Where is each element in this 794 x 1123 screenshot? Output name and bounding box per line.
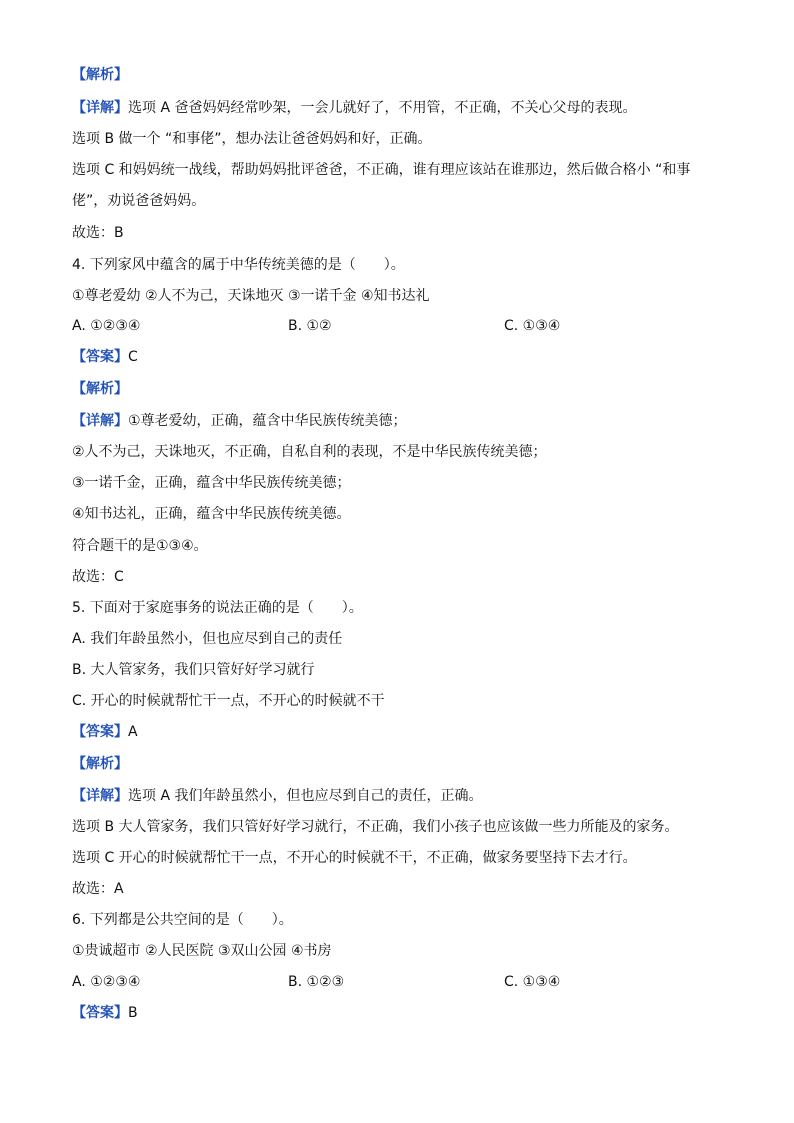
explanation-line: 选项 C 开心的时候就帮忙干一点，不开心的时候就不干，不正确，做家务要坚持下去才行。 — [72, 850, 637, 866]
option-c: C. 开心的时候就帮忙干一点，不开心的时候就不干 — [72, 693, 385, 709]
question-4-options — [72, 317, 732, 335]
question-6-items: ①贵诚超市 ②人民医院 ③双山公园 ④书房 — [72, 943, 332, 959]
option-b: B. 大人管家务，我们只管好好学习就行 — [72, 662, 315, 678]
explanation-text: ①尊老爱幼，正确，蕴含中华民族传统美德； — [128, 413, 407, 429]
explanation-line — [72, 412, 407, 430]
answer-line — [72, 1004, 138, 1022]
question-4-items: ①尊老爱幼 ②人不为己，天诛地灭 ③一诺千金 ④知书达礼 — [72, 288, 430, 304]
option-b: B. ①②③ — [288, 974, 345, 990]
explanation-tag: 【详解】 — [72, 413, 128, 429]
option-c: C. ①③④ — [504, 318, 561, 334]
explanation-line: 选项 B 大人管家务，我们只管好好学习就行，不正确，我们小孩子也应该做一些力所能及的家务。 — [72, 819, 679, 835]
option-c: C. ①③④ — [504, 974, 561, 990]
answer-line — [72, 723, 138, 741]
explanation-line: 选项 C 和妈妈统一战线，帮助妈妈批评爸爸，不正确，谁有理应该站在谁那边，然后做合格小 “和事 — [72, 162, 691, 178]
explanation-tag: 【详解】 — [72, 788, 128, 804]
conclusion-line: 故选：B — [72, 225, 124, 241]
option-a: A. 我们年龄虽然小，但也应尽到自己的责任 — [72, 631, 343, 647]
explanation-line: 佬”，劝说爸爸妈妈。 — [72, 193, 206, 209]
answer-tag: 【答案】 — [72, 724, 128, 740]
answer-line — [72, 348, 138, 366]
answer-tag: 【答案】 — [72, 1005, 128, 1021]
explanation-line: ②人不为己，天诛地灭，不正确，自私自利的表现，不是中华民族传统美德； — [72, 444, 547, 460]
answer-value: A — [128, 724, 138, 740]
question-6-options — [72, 973, 732, 991]
analysis-heading — [72, 66, 128, 84]
analysis-heading — [72, 755, 128, 773]
explanation-text: 选项 A 爸爸妈妈经常吵架，一会儿就好了，不用管，不正确，不关心父母的表现。 — [128, 100, 637, 116]
explanation-line: 符合题干的是①③④。 — [72, 538, 208, 554]
question-6-stem: 6. 下列都是公共空间的是（ ）。 — [72, 912, 293, 928]
explanation-line — [72, 787, 482, 805]
analysis-tag: 【解析】 — [72, 756, 128, 772]
answer-value: B — [128, 1005, 138, 1021]
question-4-stem: 4. 下列家风中蕴含的属于中华传统美德的是（ ）。 — [72, 257, 405, 273]
analysis-tag: 【解析】 — [72, 67, 128, 83]
explanation-line: 选项 B 做一个 “和事佬”，想办法让爸爸妈妈和好，正确。 — [72, 131, 432, 147]
explanation-tag: 【详解】 — [72, 100, 128, 116]
answer-tag: 【答案】 — [72, 349, 128, 365]
explanation-line: ③一诺千金，正确，蕴含中华民族传统美德； — [72, 475, 351, 491]
answer-value: C — [128, 349, 138, 365]
question-5-stem: 5. 下面对于家庭事务的说法正确的是（ ）。 — [72, 600, 363, 616]
explanation-line: ④知书达礼，正确，蕴含中华民族传统美德。 — [72, 506, 351, 522]
explanation-text: 选项 A 我们年龄虽然小，但也应尽到自己的责任，正确。 — [128, 788, 483, 804]
conclusion-line: 故选：A — [72, 881, 124, 897]
analysis-heading — [72, 380, 128, 398]
explanation-line — [72, 99, 636, 117]
analysis-tag: 【解析】 — [72, 381, 128, 397]
option-b: B. ①② — [288, 318, 332, 334]
conclusion-line: 故选：C — [72, 569, 124, 585]
option-a: A. ①②③④ — [72, 974, 141, 990]
option-a: A. ①②③④ — [72, 318, 141, 334]
